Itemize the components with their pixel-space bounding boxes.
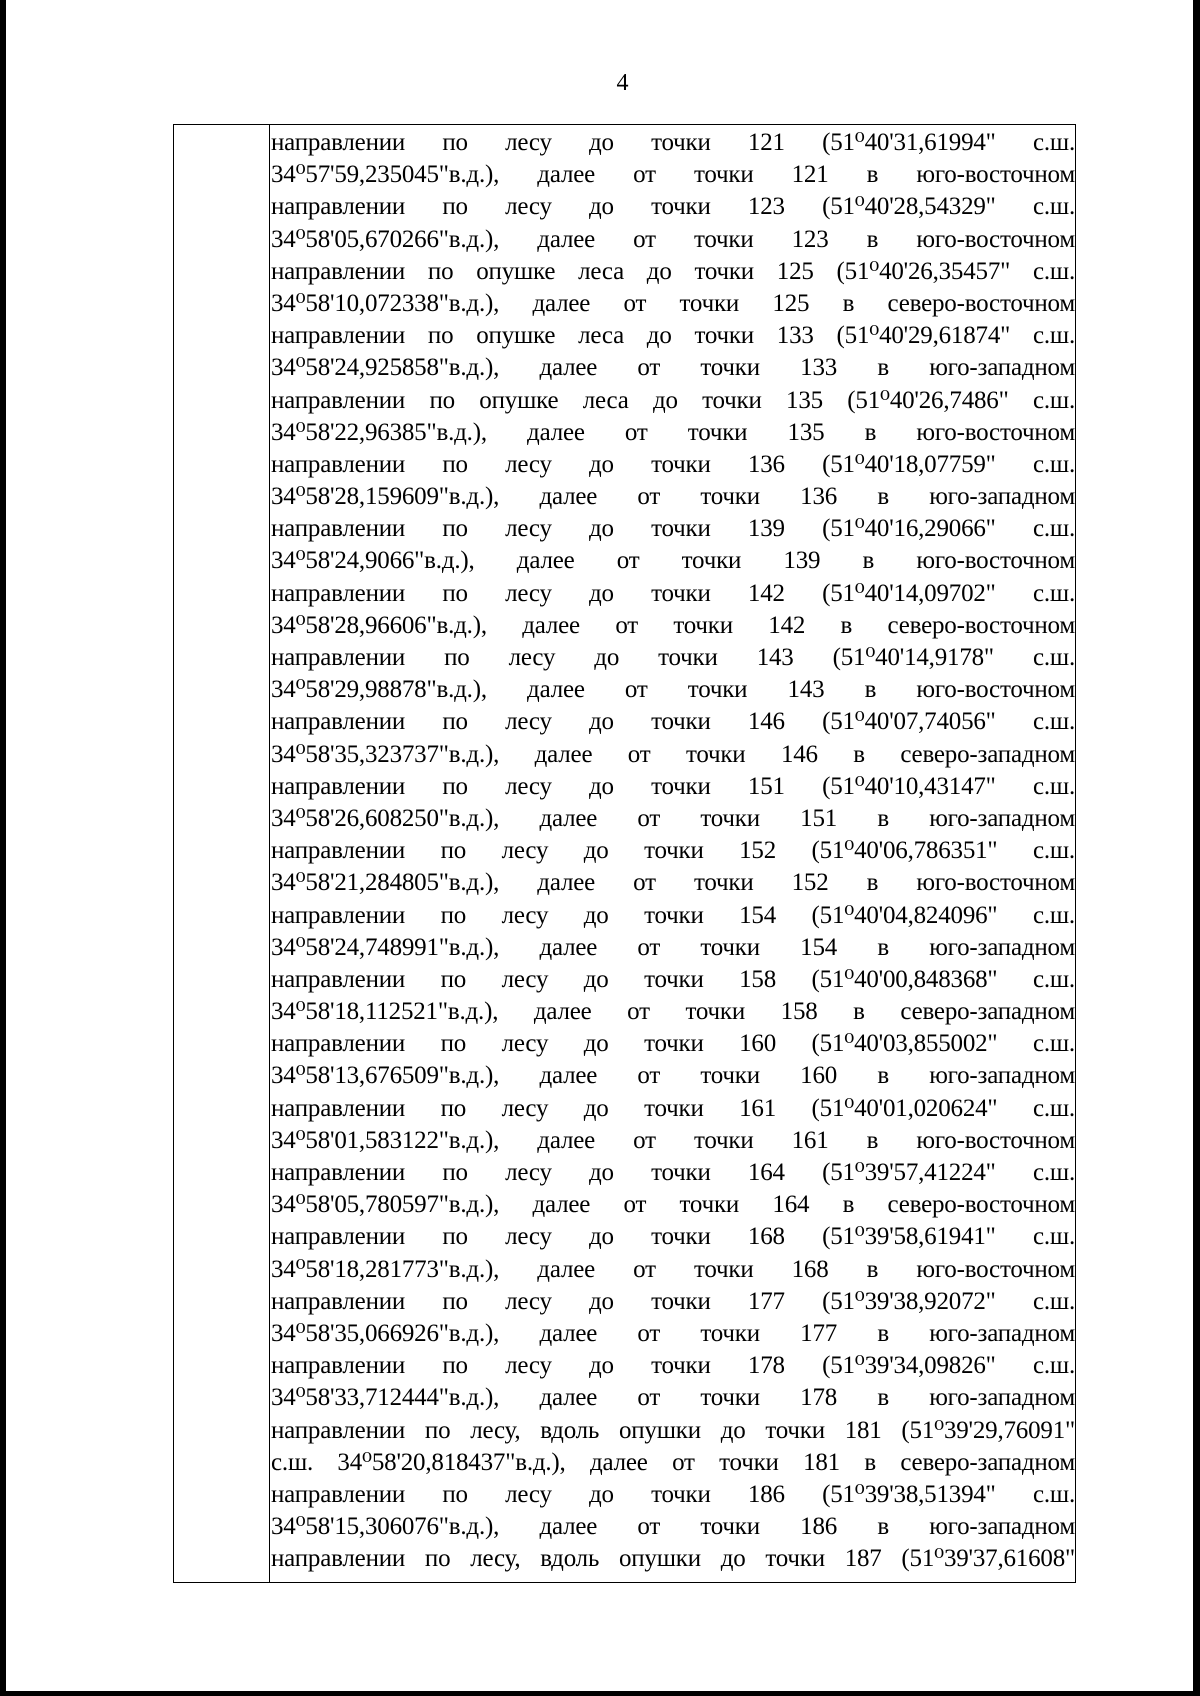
text-line: 34⁰58'28,159609"в.д.), далее от точки 136 в юго-западном [271,483,1075,511]
text-line: направлении по лесу до точки 164 (51⁰39'57,41224" с.ш. [271,1159,1075,1186]
text-line: направлении по лесу до точки 121 (51⁰40'31,61994" с.ш. [271,129,1075,156]
text-line: направлении по лесу до точки 178 (51⁰39'34,09826" с.ш. [271,1352,1075,1380]
text-line: 34⁰58'24,925858"в.д.), далее от точки 133 в юго-западном [271,354,1075,382]
text-line: направлении по лесу до точки 123 (51⁰40'28,54329" с.ш. [271,193,1075,221]
scan-edge-right [1193,0,1200,1696]
page-number: 4 [616,70,629,96]
text-line: направлении по лесу до точки 177 (51⁰39'38,92072" с.ш. [271,1287,1075,1315]
text-line: 34⁰58'29,98878"в.д.), далее от точки 143 в юго-восточном [271,676,1075,704]
text-line: 34⁰58'28,96606"в.д.), далее от точки 142 в северо-восточном [271,611,1075,639]
text-line: 34⁰58'01,583122"в.д.), далее от точки 161 в юго-восточном [271,1126,1075,1154]
text-line: 34⁰58'35,066926"в.д.), далее от точки 177 в юго-западном [271,1319,1075,1347]
text-line: направлении по лесу до точки 136 (51⁰40'18,07759" с.ш. [271,450,1075,478]
text-line: 34⁰58'18,281773"в.д.), далее от точки 168 в юго-восточном [271,1255,1075,1283]
text-line: направлении по лесу до точки 158 (51⁰40'00,848368" с.ш. [271,965,1075,993]
text-line: 34⁰58'35,323737"в.д.), далее от точки 146 в северо-западном [271,740,1075,768]
table-text-column [270,125,1075,1575]
text-line: направлении по опушке леса до точки 135 (51⁰40'26,7486" с.ш. [271,386,1075,414]
text-line: 34⁰58'22,96385"в.д.), далее от точки 135 в юго-восточном [271,418,1075,446]
text-line: направлении по лесу до точки 186 (51⁰39'38,51394" с.ш. [271,1480,1075,1508]
text-line: направлении по лесу до точки 143 (51⁰40'14,9178" с.ш. [271,644,1075,671]
scan-edge-left [0,0,6,1696]
text-line: 34⁰58'21,284805"в.д.), далее от точки 152 в юго-восточном [271,869,1075,897]
text-line: 34⁰58'18,112521"в.д.), далее от точки 158 в северо-западном [271,998,1075,1026]
text-line: направлении по лесу, вдоль опушки до точки 187 (51⁰39'37,61608" [271,1545,1075,1573]
text-line: направлении по лесу до точки 139 (51⁰40'16,29066" с.ш. [271,515,1075,543]
text-line: 34⁰58'10,072338"в.д.), далее от точки 125 в северо-восточном [271,289,1075,317]
scan-edge-bottom [0,1691,1200,1696]
text-line: направлении по лесу до точки 160 (51⁰40'03,855002" с.ш. [271,1030,1075,1058]
text-line: направлении по лесу, вдоль опушки до точки 181 (51⁰39'29,76091" [271,1416,1075,1444]
text-line: 34⁰57'59,235045"в.д.), далее от точки 121 в юго-восточном [271,161,1075,189]
text-line: с.ш. 34⁰58'20,818437"в.д.), далее от точки 181 в северо-западном [271,1448,1075,1476]
text-line: направлении по лесу до точки 154 (51⁰40'04,824096" с.ш. [271,901,1075,929]
text-line: направлении по лесу до точки 142 (51⁰40'14,09702" с.ш. [271,579,1075,607]
text-line: направлении по опушке леса до точки 125 (51⁰40'26,35457" с.ш. [271,257,1075,285]
table-left-column [174,125,270,1582]
text-line: 34⁰58'05,670266"в.д.), далее от точки 123 в юго-восточном [271,225,1075,253]
text-line: 34⁰58'24,748991"в.д.), далее от точки 154 в юго-западном [271,933,1075,961]
text-line: 34⁰58'26,608250"в.д.), далее от точки 151 в юго-западном [271,804,1075,832]
text-line: направлении по лесу до точки 168 (51⁰39'58,61941" с.ш. [271,1223,1075,1251]
text-line: 34⁰58'33,712444"в.д.), далее от точки 178 в юго-западном [271,1384,1075,1412]
text-line: направлении по лесу до точки 161 (51⁰40'01,020624" с.ш. [271,1094,1075,1122]
document-table [173,124,1076,1583]
text-line: 34⁰58'24,9066"в.д.), далее от точки 139 в юго-восточном [271,547,1075,575]
text-line: направлении по опушке леса до точки 133 (51⁰40'29,61874" с.ш. [271,322,1075,350]
text-line: направлении по лесу до точки 152 (51⁰40'06,786351" с.ш. [271,837,1075,865]
text-line: направлении по лесу до точки 151 (51⁰40'10,43147" с.ш. [271,772,1075,800]
text-line: направлении по лесу до точки 146 (51⁰40'07,74056" с.ш. [271,708,1075,736]
text-line: 34⁰58'05,780597"в.д.), далее от точки 164 в северо-восточном [271,1191,1075,1219]
text-line: 34⁰58'13,676509"в.д.), далее от точки 160 в юго-западном [271,1062,1075,1090]
text-line: 34⁰58'15,306076"в.д.), далее от точки 186 в юго-западном [271,1513,1075,1541]
